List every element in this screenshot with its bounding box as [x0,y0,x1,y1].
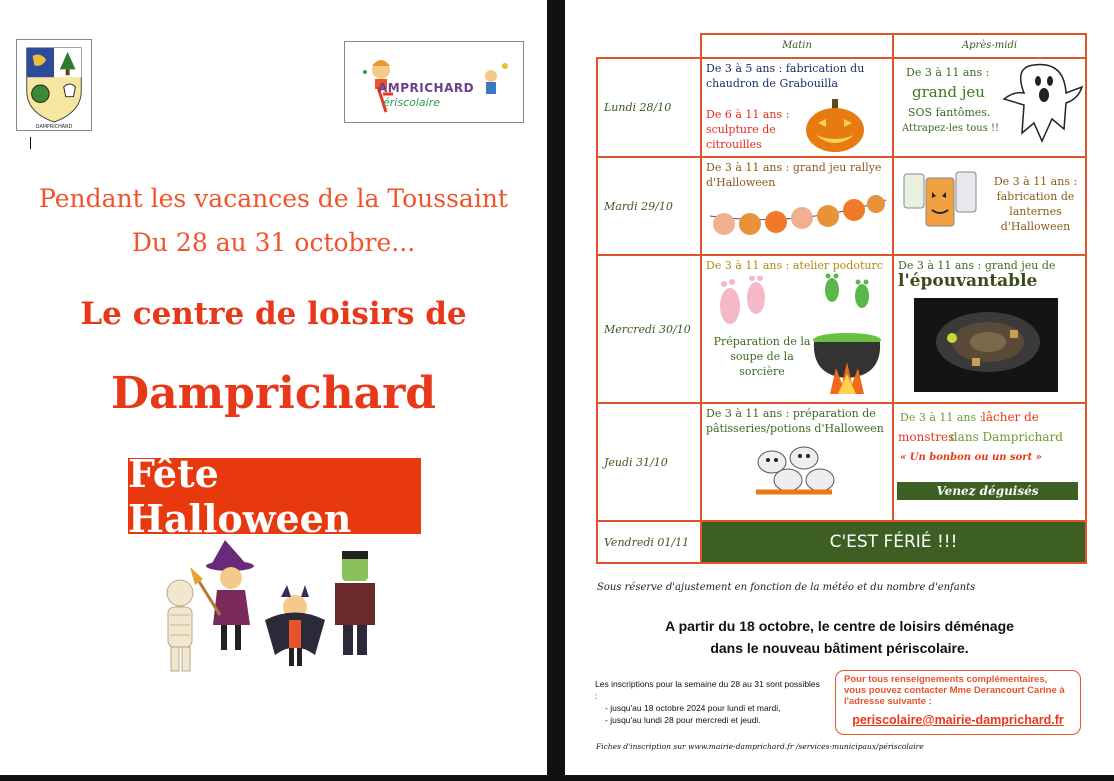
lead-line-2: Du 28 au 31 octobre... [131,228,416,257]
activity-schedule-table [596,33,1087,564]
activity-text: Préparation de la soupe de la sorcière [713,335,811,378]
thursday-morning-cell [701,403,893,521]
tuesday-morning-cell [701,157,893,255]
activity-highlight: monstres [898,430,955,444]
day-label: Lundi 28/10 [597,58,701,157]
activity-text: Attrapez-les tous !! [902,123,1000,134]
contact-email-link[interactable]: periscolaire@mairie-damprichard.fr [852,713,1064,727]
ferie-banner: C'EST FÉRIÉ !!! [701,521,1086,563]
tuesday-afternoon-cell [893,157,1086,255]
registration-intro: Les inscriptions pour la semaine du 28 au 31 sont possibles : [595,679,820,701]
title-line-1: Le centre de loisirs de [80,296,467,332]
town-crest-icon [16,39,92,131]
activity-text: De 3 à 11 ans : [900,411,984,424]
fete-halloween-banner: Fête Halloween [128,458,421,534]
activity-text: De 3 à 11 ans : fabrication de lanternes d'Halloween [993,175,1078,233]
registration-forms-link[interactable]: Fiches d'inscription sur www.mairie-damprichard.fr /services-municipaux/périscolaire [596,742,924,751]
venez-deguises-banner: Venez déguisés [897,482,1078,500]
activity-highlight: lâcher de [982,410,1039,424]
activity-text: De 3 à 5 ans : fabrication du chaudron de Grabouilla [706,62,865,90]
green-footprints-icon [818,272,882,312]
thursday-afternoon-cell [893,403,1086,521]
activity-quote: « Un bonbon ou un sort » [900,452,1042,463]
activity-text: De 3 à 11 ans : grand jeu rallye d'Halloween [706,161,882,189]
table-row [597,521,1086,563]
day-label: Jeudi 31/10 [597,403,701,521]
wednesday-afternoon-cell [893,255,1086,403]
crest-caption: DAMPRICHARD [35,123,73,130]
flyer-page-right [565,0,1114,775]
logo-name: AMPRICHARD [378,81,475,95]
monday-afternoon-cell [893,58,1086,157]
activity-text: dans Damprichard [950,430,1063,444]
registration-list [595,702,820,726]
activity-text: De 3 à 11 ans : [906,66,990,79]
table-row [597,157,1086,255]
pumpkin-garland-icon [708,194,888,242]
lantern-jars-icon [902,164,978,230]
pink-footprints-icon [712,276,778,330]
move-announcement-line-1: A partir du 18 octobre, le centre de loisirs déménage [665,618,1014,634]
lead-line-1: Pendant les vacances de la Toussaint [39,184,508,213]
day-label: Vendredi 01/11 [597,521,701,563]
ghost-icon [994,59,1084,147]
monday-morning-cell [701,58,893,157]
column-header-afternoon: Après-midi [893,34,1086,58]
logo-subtitle: ériscolaire [383,96,440,109]
activity-highlight: grand jeu [912,83,985,101]
registration-info [595,678,820,726]
contact-text: Pour tous renseignements complémentaires, vous pouvez contacter Mme Derancourt Carine à l'adresse suivante : [844,674,1065,707]
flyer-page-left [0,0,547,775]
table-row [597,58,1086,157]
day-label: Mardi 29/10 [597,157,701,255]
board-game-photo [914,298,1058,392]
activity-text: De 3 à 11 ans : atelier podoturc [706,259,883,272]
activity-text: SOS fantômes. [908,106,991,119]
wednesday-morning-cell [701,255,893,403]
move-announcement-line-2: dans le nouveau bâtiment périscolaire. [710,640,969,656]
cauldron-fire-icon [806,328,888,398]
table-row [597,403,1086,521]
activity-text: De 3 à 11 ans : grand jeu de [898,259,1056,272]
costumed-kids-illustration [155,535,390,680]
activity-text: De 3 à 11 ans : préparation de pâtisseries/potions d'Halloween [706,407,884,435]
halloween-pastries-photo [742,440,842,504]
table-row [597,255,1086,403]
pumpkin-icon [804,99,866,153]
column-header-morning: Matin [701,34,893,58]
text-cursor [30,137,31,149]
day-label: Mercredi 30/10 [597,255,701,403]
activity-text: De 6 à 11 ans : sculpture de citrouilles [706,108,790,151]
list-item: - jusqu'au 18 octobre 2024 pour lundi et mardi, [605,702,820,714]
weather-note: Sous réserve d'ajustement en fonction de la météo et du nombre d'enfants [597,582,976,593]
contact-box [835,670,1081,735]
title-line-2: Damprichard [110,368,437,419]
list-item: - jusqu'au lundi 28 pour mercredi et jeudi. [605,714,820,726]
periscolaire-logo [344,41,524,123]
activity-highlight: l'épouvantable [898,271,1038,291]
table-corner [597,34,701,58]
